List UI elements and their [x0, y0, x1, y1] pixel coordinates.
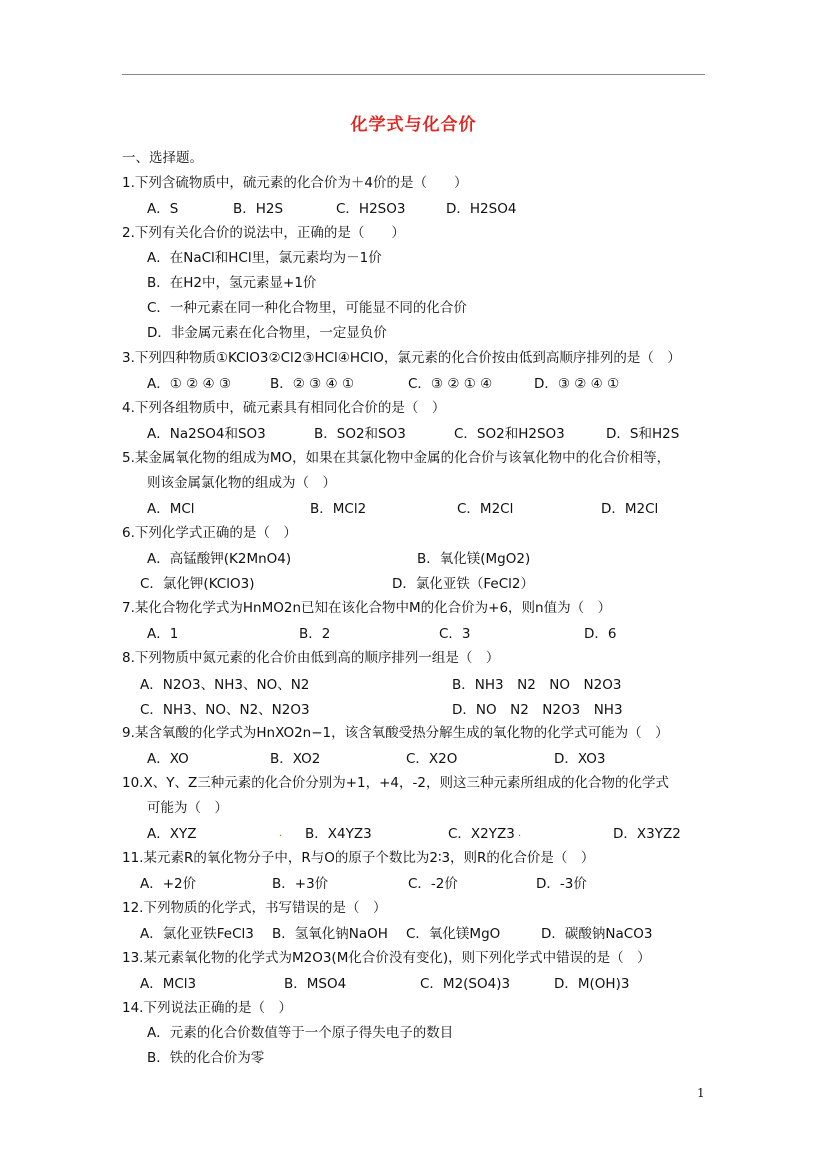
section-heading: 一、选择题。: [122, 150, 203, 166]
question-13-stem: 13.某元素氧化物的化学式为M2O3(M化合价没有变化)，则下列化学式中错误的是（ ）: [122, 950, 651, 966]
q12-option-b: B．氢氧化钠NaOH: [272, 926, 388, 942]
q5-option-d: D．M2Cl: [601, 501, 659, 517]
header-rule: [122, 74, 705, 75]
q12-option-d: D．碳酸钠NaCO3: [541, 926, 653, 942]
q3-option-a: A．① ② ④ ③: [147, 376, 232, 392]
q12-option-a: A．氯化亚铁FeCl3: [140, 926, 254, 942]
question-11-stem: 11.某元素R的氧化物分子中，R与O的原子个数比为2∶3，则R的化合价是（ ）: [122, 850, 595, 866]
q8-option-c: C．NH3、NO、N2、N2O3: [140, 702, 310, 718]
question-9-stem: 9.某含氧酸的化学式为HnXO2n−1，该含氧酸受热分解生成的氧化物的化学式可能为（ ）: [122, 725, 669, 741]
q8-option-b: B．NH3 N2 NO N2O3: [452, 677, 622, 693]
q5-option-a: A．MCl: [147, 501, 195, 517]
q9-option-b: B．XO2: [270, 751, 321, 767]
q10-option-d: D．X3YZ2: [613, 826, 681, 842]
q6-option-d: D．氯化亚铁（FeCl2）: [392, 576, 534, 592]
q6-option-b: B．氧化镁(MgO2): [417, 551, 531, 567]
q1-option-d: D．H2SO4: [446, 201, 517, 217]
q7-option-b: B．2: [299, 626, 331, 642]
q10-option-c: C．X2YZ3: [448, 826, 515, 842]
q13-option-a: A．MCl3: [140, 976, 197, 992]
q4-option-b: B．SO2和SO3: [314, 426, 406, 442]
q7-option-c: C．3: [439, 626, 471, 642]
q1-option-c: C．H2SO3: [336, 201, 406, 217]
q6-option-a: A．高锰酸钾(K2MnO4): [147, 551, 292, 567]
q12-option-c: C．氧化镁MgO: [406, 926, 501, 942]
q13-option-d: D．M(OH)3: [554, 976, 630, 992]
q9-option-a: A．XO: [147, 751, 189, 767]
q13-option-c: C．M2(SO4)3: [420, 976, 511, 992]
page-title: 化学式与化合价: [350, 115, 477, 135]
stray-mark: .: [518, 828, 522, 839]
q8-option-a: A．N2O3、NH3、NO、N2: [140, 677, 310, 693]
q11-option-d: D．-3价: [536, 876, 587, 892]
q11-option-a: A．+2价: [140, 876, 197, 892]
question-12-stem: 12.下列物质的化学式，书写错误的是（ ）: [122, 900, 387, 916]
q13-option-b: B．MSO4: [284, 976, 347, 992]
q10-option-a: A．XYZ: [147, 826, 197, 842]
question-8-stem: 8.下列物质中氮元素的化合价由低到高的顺序排列一组是（ ）: [122, 650, 500, 666]
q2-option-c: C．一种元素在同一种化合物里，可能显不同的化合价: [147, 300, 467, 316]
page-number: 1: [697, 1086, 705, 1100]
q2-option-b: B．在H2中，氢元素显+1价: [147, 275, 317, 291]
question-7-stem: 7.某化合物化学式为HnMO2n已知在该化合物中M的化合价为+6，则n值为（ ）: [122, 600, 612, 616]
q3-option-d: D．③ ② ④ ①: [534, 376, 620, 392]
q10-option-b: B．X4YZ3: [305, 826, 372, 842]
q14-option-b: B．铁的化合价为零: [147, 1050, 265, 1066]
q11-option-b: B．+3价: [272, 876, 329, 892]
q14-option-a: A．元素的化合价数值等于一个原子得失电子的数目: [147, 1025, 454, 1041]
q9-option-c: C．X2O: [406, 751, 458, 767]
q3-option-c: C．③ ② ① ④: [408, 376, 493, 392]
question-6-stem: 6.下列化学式正确的是（ ）: [122, 525, 297, 541]
question-5-stem-line2: 则该金属氯化物的组成为（ ）: [147, 475, 336, 491]
q4-option-a: A．Na2SO4和SO3: [147, 426, 266, 442]
q5-option-b: B．MCl2: [310, 501, 367, 517]
q2-option-a: A．在NaCl和HCl里，氯元素均为－1价: [147, 250, 382, 266]
q2-option-d: D．非金属元素在化合物里，一定显负价: [147, 325, 387, 341]
q11-option-c: C．-2价: [408, 876, 458, 892]
question-5-stem-line1: 5.某金属氧化物的组成为MO，如果在其氯化物中金属的化合价与该氧化物中的化合价相等，: [122, 450, 671, 466]
q8-option-d: D．NO N2 N2O3 NH3: [452, 702, 623, 718]
question-3-stem: 3.下列四种物质①KClO3②Cl2③HCl④HClO，氯元素的化合价按由低到高顺序排列的是（ ）: [122, 350, 681, 366]
q1-option-b: B．H2S: [233, 201, 284, 217]
q4-option-c: C．SO2和H2SO3: [454, 426, 565, 442]
q7-option-d: D．6: [584, 626, 617, 642]
stray-mark: .: [279, 828, 283, 839]
q4-option-d: D．S和H2S: [606, 426, 680, 442]
q1-option-a: A．S: [147, 201, 179, 217]
question-14-stem: 14.下列说法正确的是（ ）: [122, 1000, 292, 1016]
question-2-stem: 2.下列有关化合价的说法中，正确的是（ ）: [122, 225, 405, 241]
question-1-stem: 1.下列含硫物质中，硫元素的化合价为＋4价的是（ ）: [122, 175, 468, 191]
q5-option-c: C．M2Cl: [457, 501, 514, 517]
q9-option-d: D．XO3: [554, 751, 606, 767]
question-4-stem: 4.下列各组物质中，硫元素具有相同化合价的是（ ）: [122, 400, 446, 416]
question-10-stem-line1: 10.X、Y、Z三种元素的化合价分别为+1，+4，-2，则这三种元素所组成的化合物的化学式: [122, 775, 669, 791]
q7-option-a: A．1: [147, 626, 179, 642]
question-10-stem-line2: 可能为（ ）: [147, 800, 228, 816]
q6-option-c: C．氯化钾(KClO3): [140, 576, 255, 592]
q3-option-b: B．② ③ ④ ①: [270, 376, 355, 392]
